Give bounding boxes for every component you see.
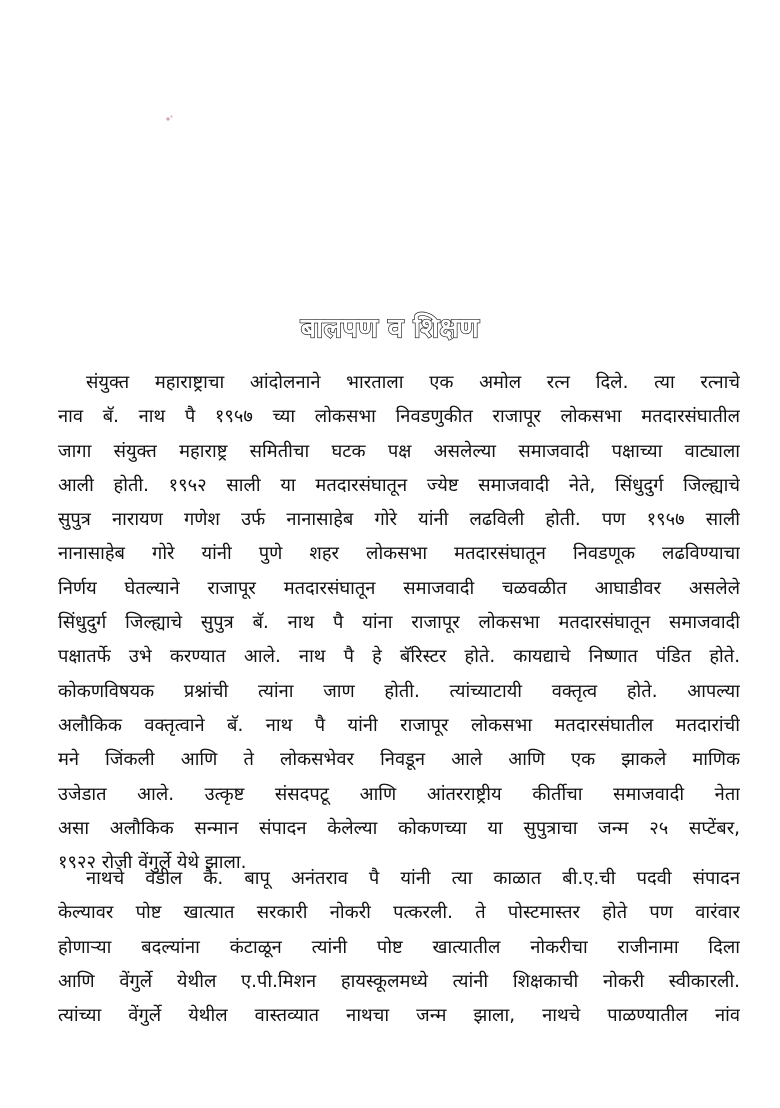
paragraph-line: १९२२ रोजी वेंगुर्ले येथे झाला. bbox=[58, 852, 247, 874]
paragraph-line: मने जिंकली आणि ते लोकसभेवर निवडून आले आणि एक झाकले माणिक bbox=[58, 749, 740, 771]
paragraph-line: उजेडात आले. उत्कृष्ट संसदपटू आणि आंतरराष्ट्रीय कीर्तीचा समाजवादी नेता bbox=[58, 783, 740, 805]
paragraph-line: असा अलौकिक सन्मान संपादन केलेल्या कोकणच्या या सुपुत्राचा जन्म २५ सप्टेंबर, bbox=[58, 817, 740, 839]
paragraph-1 bbox=[58, 366, 740, 880]
paragraph-line: नानासाहेब गोरे यांनी पुणे शहर लोकसभा मतदारसंघातून निवडणूक लढविण्याचा bbox=[58, 543, 740, 565]
ink-speck bbox=[165, 113, 175, 123]
paragraph-line: संयुक्त महाराष्ट्राचा आंदोलनाने भारताला एक अमोल रत्न दिले. त्या रत्नाचे bbox=[86, 372, 740, 393]
paragraph-line: जागा संयुक्त महाराष्ट्र समितीचा घटक पक्ष असलेल्या समाजवादी पक्षाच्या वाट्याला bbox=[58, 440, 740, 462]
paragraph-line: होणाऱ्या बदल्यांना कंटाळून त्यांनी पोष्ट खात्यातील नोकरीचा राजीनामा दिला bbox=[58, 936, 740, 958]
paragraph-line: कोकणविषयक प्रश्नांची त्यांना जाण होती. त्यांच्याटायी वक्तृत्व होते. आपल्या bbox=[58, 680, 740, 702]
paragraph-line: निर्णय घेतल्याने राजापूर मतदारसंघातून समाजवादी चळवळीत आघाडीवर असलेले bbox=[58, 577, 740, 599]
paragraph-2 bbox=[58, 862, 740, 1033]
paragraph-line: त्यांच्या वेंगुर्ले येथील वास्तव्यात नाथचा जन्म झाला, नाथचे पाळण्यातील नांव bbox=[58, 1005, 740, 1027]
paragraph-line: नाव बॅ. नाथ पै १९५७ च्या लोकसभा निवडणुकीत राजापूर लोकसभा मतदारसंघातील bbox=[58, 406, 740, 428]
paragraph-line: नाथचे वडील कै. बापू अनंतराव पै यांनी त्या काळात बी.ए.ची पदवी संपादन bbox=[86, 868, 740, 889]
chapter-heading: बालपण व शिक्षण bbox=[300, 313, 480, 344]
paragraph-line: अलौकिक वक्तृत्वाने बॅ. नाथ पै यांनी राजापूर लोकसभा मतदारसंघातील मतदारांची bbox=[58, 714, 740, 736]
paragraph-line: पक्षातर्फे उभे करण्यात आले. नाथ पै हे बॅरिस्टर होते. कायद्याचे निष्णात पंडित होते. bbox=[58, 646, 740, 668]
paragraph-line: आली होती. १९५२ साली या मतदारसंघातून ज्येष्ट समाजवादी नेते, सिंधुदुर्ग जिल्ह्याचे bbox=[58, 474, 740, 496]
paragraph-line: सिंधुदुर्ग जिल्ह्याचे सुपुत्र बॅ. नाथ पै यांना राजापूर लोकसभा मतदारसंघातून समाजवादी bbox=[58, 612, 740, 634]
paragraph-line: आणि वेंगुर्ले येथील ए.पी.मिशन हायस्कूलमध्ये त्यांनी शिक्षकाची नोकरी स्वीकारली. bbox=[58, 970, 740, 992]
paragraph-line: सुपुत्र नारायण गणेश उर्फ नानासाहेब गोरे यांनी लढविली होती. पण १९५७ साली bbox=[58, 509, 740, 531]
paragraph-line: केल्यावर पोष्ट खात्यात सरकारी नोकरी पत्करली. ते पोस्टमास्तर होते पण वारंवार bbox=[58, 902, 740, 924]
